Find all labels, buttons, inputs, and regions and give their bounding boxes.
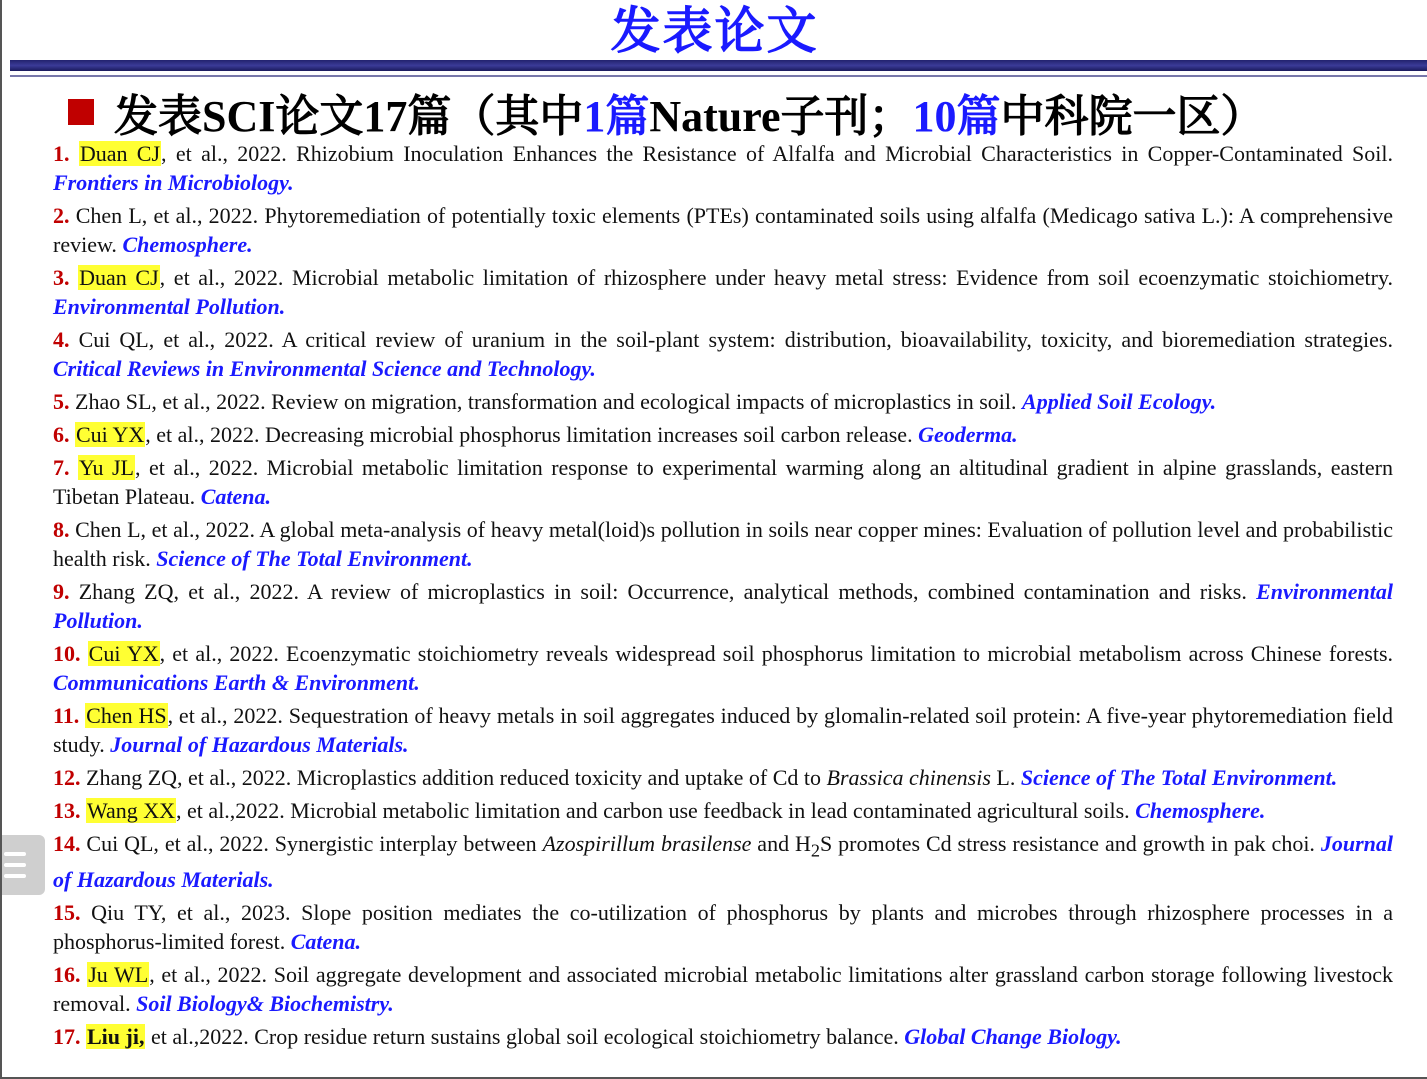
highlighted-author: Cui YX (76, 422, 145, 447)
square-bullet-icon (68, 99, 94, 125)
reference-text: , et al., 2022. Ecoenzymatic stoichiometry reveals widespread soil phosphorus limitation to microbial metabolism across Chinese forests. (159, 641, 1393, 666)
reference-text: , et al., 2022. Microbial metabolic limitation of rhizosphere under heavy metal stress: Evidence from soil ecoenzymatic stoichiometry. (159, 265, 1394, 290)
reference-number: 8. (53, 517, 70, 542)
reference-item (53, 639, 1393, 697)
reference-item (53, 829, 1393, 894)
journal-name: Science of The Total Environment (156, 546, 468, 571)
reference-text: , et al.,2022. Microbial metabolic limitation and carbon use feedback in lead contaminated agricultural soils. (176, 798, 1136, 823)
reference-text: , et al., 2022. Decreasing microbial phosphorus limitation increases soil carbon release. (145, 422, 919, 447)
reference-text: Qiu TY, et al., 2023. Slope position mediates the co-utilization of phosphorus by plants and microbes through rhizosphere processes in a phosphorus-limited forest. (53, 900, 1393, 955)
journal-period: . (1331, 765, 1338, 790)
journal-name: Applied Soil Ecology (1022, 389, 1211, 414)
reference-text: , et al., 2022. Sequestration of heavy metals in soil aggregates induced by glomalin-related soil protein: A five-year phytoremediation field study. (53, 703, 1394, 757)
reference-item (53, 763, 1393, 792)
reference-number: 6. (53, 422, 70, 447)
reference-item (53, 796, 1393, 825)
highlighted-author: Cui YX (88, 641, 159, 666)
journal-period: . (265, 484, 271, 509)
highlighted-author: Wang XX (87, 798, 176, 823)
journal-period: . (137, 608, 143, 633)
reference-number: 2. (53, 203, 70, 228)
journal-period: . (268, 867, 274, 893)
reference-number: 4. (53, 327, 70, 352)
reference-number: 9. (53, 579, 70, 604)
reference-item (53, 898, 1393, 956)
highlighted-author: Liu ji, (87, 1024, 145, 1050)
reference-number: 15. (53, 900, 81, 926)
journal-name: Journal of Hazardous Materials (53, 831, 1393, 893)
journal-name: Global Change Biology (904, 1024, 1117, 1050)
reference-number: 3. (53, 265, 70, 290)
heading-text-3: 中科院一区） (1000, 92, 1265, 141)
title-divider-thin (10, 75, 1427, 77)
journal-name: Soil Biology& Biochemistry (136, 991, 389, 1017)
journal-period: . (247, 232, 253, 257)
journal-period: . (467, 546, 473, 571)
subscript: 2 (810, 840, 821, 861)
journal-name: Communications Earth & Environment (53, 670, 415, 695)
highlighted-author: Duan CJ (79, 265, 159, 290)
reference-number: 14. (53, 831, 81, 856)
reference-item (53, 420, 1393, 449)
journal-period: . (590, 356, 596, 381)
section-heading (68, 86, 1265, 141)
reference-text: and H (751, 831, 811, 856)
reference-item (53, 515, 1393, 573)
reference-text: Cui QL, et al., 2022. A critical review of uranium in the soil-plant system: distribution, bioavailability, toxicity, and bioremediation strategies. (69, 327, 1393, 352)
reference-item (53, 701, 1393, 759)
reference-number: 11. (53, 703, 80, 728)
reference-item (53, 201, 1393, 259)
reference-number: 5. (53, 389, 70, 414)
reference-number: 1. (53, 141, 70, 166)
reference-number: 7. (53, 455, 70, 480)
journal-name: Frontiers in Microbiology (53, 170, 289, 195)
reference-item (53, 960, 1393, 1018)
reference-text: Cui QL, et al., 2022. Synergistic interplay between (80, 831, 543, 856)
reference-text: L. (990, 765, 1021, 790)
journal-name: Catena (200, 484, 266, 509)
reference-number: 13. (53, 798, 81, 823)
journal-name: Catena (290, 929, 356, 955)
reference-text: Zhang ZQ, et al., 2022. Microplastics addition reduced toxicity and uptake of Cd to (80, 765, 827, 790)
reference-text: Chen L, et al., 2022. A global meta-analysis of heavy metal(loid)s pollution in soils near copper mines: Evaluation of pollution level and probabilistic health risk. (53, 517, 1393, 571)
journal-name: Chemosphere (1135, 798, 1260, 823)
heading-text-2: Nature子刊； (649, 92, 913, 141)
journal-name: Environmental Pollution (53, 294, 280, 319)
reference-item (53, 453, 1393, 511)
journal-name: Environmental Pollution (53, 579, 1393, 633)
reference-list (53, 139, 1393, 1055)
species-name: Azospirillum brasilense (542, 831, 752, 856)
heading-count-nature: 1篇 (583, 92, 650, 141)
journal-period: . (414, 670, 420, 695)
journal-period: . (1012, 422, 1018, 447)
reference-text: , et al., 2022. Soil aggregate development and associated microbial metabolic limitations alter grassland carbon storage following livestock removal. (53, 962, 1393, 1017)
reference-number: 12. (53, 765, 81, 790)
reference-item (53, 325, 1393, 383)
reference-item (53, 387, 1393, 416)
reference-text: Chen L, et al., 2022. Phytoremediation of potentially toxic elements (PTEs) contaminated soils using alfalfa (Medicago sativa L.): A comprehensive review. (53, 203, 1393, 257)
hamburger-menu-icon[interactable] (2, 835, 45, 895)
reference-number: 17. (53, 1024, 81, 1050)
journal-period: . (1210, 389, 1217, 414)
journal-name: Chemosphere (122, 232, 248, 257)
highlighted-author: Duan CJ (79, 141, 161, 166)
reference-text: , et al., 2022. Rhizobium Inoculation Enhances the Resistance of Alfalfa and Microbial Characteristics in Copper-Contaminated Soil. (161, 141, 1394, 166)
reference-item (53, 1022, 1393, 1051)
heading-text-1: 发表SCI论文17篇（其中 (114, 92, 584, 141)
reference-text: Zhang ZQ, et al., 2022. A review of microplastics in soil: Occurrence, analytical methods, combined contamination and risks. (69, 579, 1257, 604)
highlighted-author: Ju WL (88, 962, 149, 988)
reference-item (53, 577, 1393, 635)
reference-number: 16. (53, 962, 81, 988)
reference-text: Zhao SL, et al., 2022. Review on migration, transformation and ecological impacts of microplastics in soil. (69, 389, 1023, 414)
reference-text: et al.,2022. Crop residue return sustains global soil ecological stoichiometry balance. (145, 1024, 905, 1050)
reference-item (53, 263, 1393, 321)
journal-period: . (403, 732, 409, 757)
heading-count-top-tier: 10篇 (912, 92, 1001, 141)
journal-period: . (388, 991, 394, 1017)
highlighted-author: Chen HS (86, 703, 167, 728)
journal-name: Journal of Hazardous Materials (110, 732, 404, 757)
journal-period: . (279, 294, 286, 319)
journal-period: . (288, 170, 294, 195)
reference-text: S promotes Cd stress resistance and growth in pak choi. (820, 831, 1321, 856)
highlighted-author: Yu JL (79, 455, 134, 480)
journal-period: . (1259, 798, 1266, 823)
species-name: Brassica chinensis (826, 765, 991, 790)
journal-name: Geoderma (918, 422, 1013, 447)
journal-period: . (355, 929, 361, 955)
reference-item (53, 139, 1393, 197)
journal-name: Science of The Total Environment (1020, 765, 1332, 790)
journal-period: . (1116, 1024, 1122, 1050)
journal-name: Critical Reviews in Environmental Science and Technology (53, 356, 591, 381)
reference-number: 10. (53, 641, 81, 666)
page-title: 发表论文 (610, 2, 819, 60)
title-divider (10, 60, 1427, 71)
reference-text: , et al., 2022. Microbial metabolic limitation response to experimental warming along an altitudinal gradient in alpine grasslands, eastern Tibetan Plateau. (53, 455, 1394, 509)
